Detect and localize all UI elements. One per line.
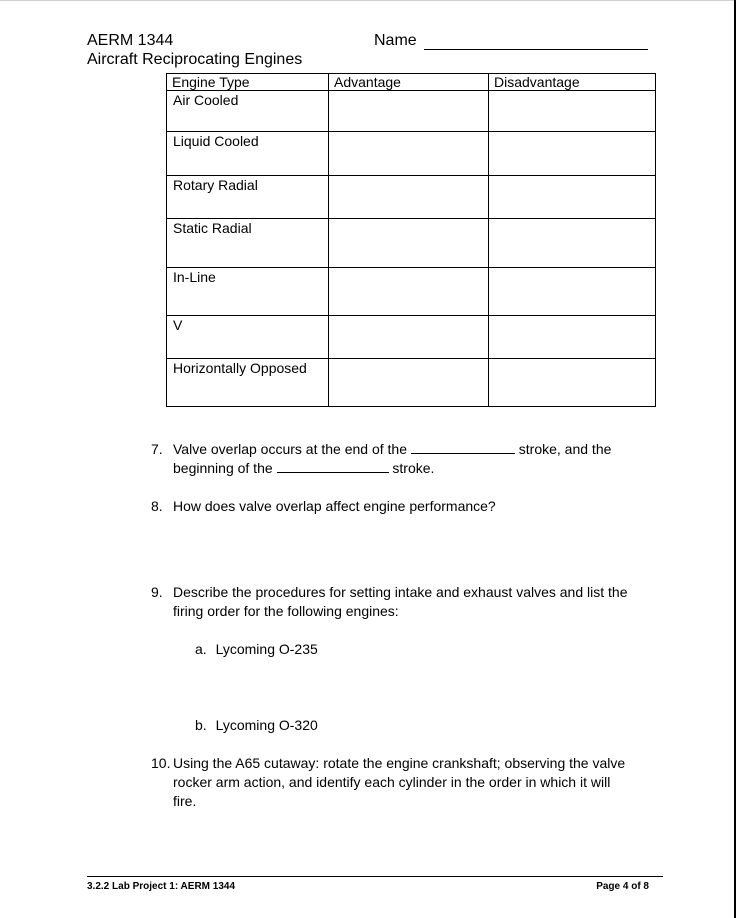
- question-8-text: How does valve overlap affect engine performance?: [173, 498, 496, 514]
- question-8: [151, 497, 651, 516]
- question-number: 9.: [151, 584, 163, 600]
- question-7-blank-2[interactable]: [277, 460, 389, 473]
- footer-document-title: 3.2.2 Lab Project 1: AERM 1344: [87, 881, 236, 892]
- question-number: 10.: [151, 755, 171, 771]
- question-7-text-2: stroke, and the: [518, 441, 612, 457]
- table-row: [167, 219, 656, 268]
- table-row: [167, 316, 656, 359]
- disadvantage-cell[interactable]: [489, 316, 656, 359]
- table-row: [167, 176, 656, 219]
- engine-type-cell: Air Cooled: [167, 91, 329, 132]
- table-row: [167, 91, 656, 132]
- question-9a: [195, 640, 318, 659]
- subitem-label: b.: [195, 717, 207, 733]
- page-top-edge: [0, 0, 736, 1]
- disadvantage-cell[interactable]: [489, 268, 656, 316]
- header-engine-type: Engine Type: [167, 74, 329, 91]
- engine-type-cell: Liquid Cooled: [167, 132, 329, 176]
- question-9: [151, 583, 651, 621]
- advantage-cell[interactable]: [329, 91, 489, 132]
- question-9-line-1: Describe the procedures for setting intake and exhaust valves and list the: [173, 584, 628, 600]
- question-7-text-1: Valve overlap occurs at the end of the: [173, 441, 407, 457]
- footer-divider: [87, 876, 663, 877]
- table-row: [167, 268, 656, 316]
- name-blank[interactable]: [424, 49, 648, 50]
- question-9-line-2: firing order for the following engines:: [173, 603, 399, 619]
- engine-type-cell: Static Radial: [167, 219, 329, 268]
- advantage-cell[interactable]: [329, 219, 489, 268]
- subitem-text: Lycoming O-320: [215, 717, 318, 733]
- advantage-cell[interactable]: [329, 176, 489, 219]
- advantage-cell[interactable]: [329, 359, 489, 407]
- advantage-cell[interactable]: [329, 268, 489, 316]
- engine-type-cell: Horizontally Opposed: [167, 359, 329, 407]
- footer-page-number: Page 4 of 8: [596, 881, 649, 892]
- disadvantage-cell[interactable]: [489, 132, 656, 176]
- header-disadvantage: Disadvantage: [489, 74, 656, 91]
- course-code: AERM 1344: [87, 32, 174, 49]
- engine-type-cell: Rotary Radial: [167, 176, 329, 219]
- advantage-cell[interactable]: [329, 316, 489, 359]
- question-10-line-2: rocker arm action, and identify each cylinder in the order in which it will: [173, 774, 611, 790]
- engine-type-cell: V: [167, 316, 329, 359]
- question-10-line-3: fire.: [173, 793, 197, 809]
- table-row: [167, 359, 656, 407]
- engine-comparison-table: [166, 73, 656, 407]
- subitem-text: Lycoming O-235: [215, 641, 318, 657]
- question-9b: [195, 716, 318, 735]
- question-7-blank-1[interactable]: [411, 441, 515, 454]
- engine-type-cell: In-Line: [167, 268, 329, 316]
- question-number: 7.: [151, 441, 163, 457]
- question-7: [151, 440, 651, 478]
- advantage-cell[interactable]: [329, 132, 489, 176]
- question-7-text-4: stroke.: [392, 460, 435, 476]
- question-10-line-1: Using the A65 cutaway: rotate the engine crankshaft; observing the valve: [173, 755, 626, 771]
- question-7-text-3: beginning of the: [173, 460, 273, 476]
- header-advantage: Advantage: [329, 74, 489, 91]
- disadvantage-cell[interactable]: [489, 219, 656, 268]
- disadvantage-cell[interactable]: [489, 176, 656, 219]
- course-title: Aircraft Reciprocating Engines: [87, 51, 303, 68]
- disadvantage-cell[interactable]: [489, 359, 656, 407]
- name-label: Name: [374, 32, 417, 49]
- table-row: [167, 132, 656, 176]
- question-number: 8.: [151, 498, 163, 514]
- question-10: [151, 754, 661, 811]
- disadvantage-cell[interactable]: [489, 91, 656, 132]
- table-header-row: [167, 74, 656, 91]
- subitem-label: a.: [195, 641, 207, 657]
